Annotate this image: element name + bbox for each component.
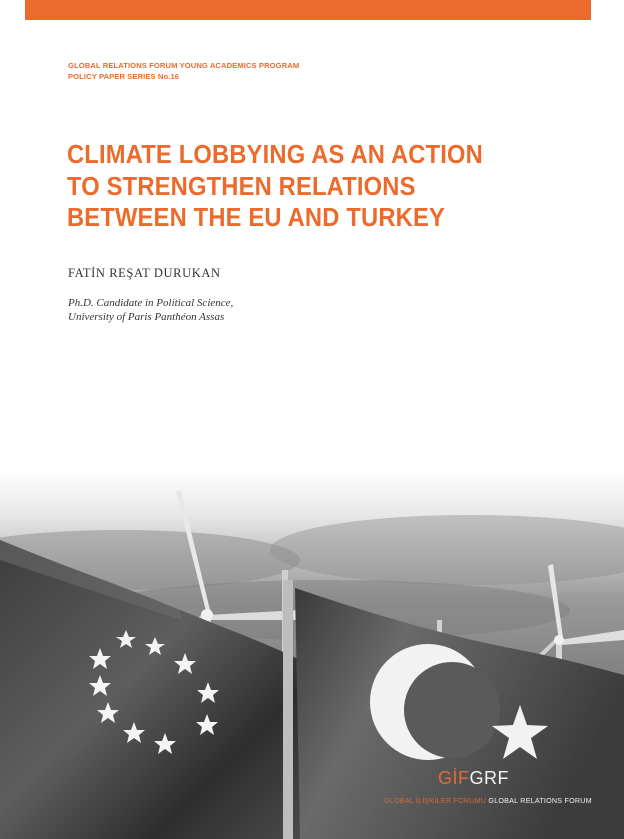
logo-names [384,796,592,805]
title-line-2: TO STRENGTHEN RELATIONS [67,172,416,201]
logo-mark-grf: GRF [469,768,509,788]
logo-mark-gif: GİF [438,768,470,788]
paper-title [67,140,532,235]
logo-name-en: GLOBAL RELATIONS FORUM [488,796,592,805]
title-line-1: CLIMATE LOBBYING AS AN ACTION [67,141,484,169]
author-affiliation [68,297,233,324]
series-line-1: GLOBAL RELATIONS FORUM YOUNG ACADEMICS PROGRAM [68,61,300,70]
affiliation-line-2: University of Paris Panthéon Assas [68,310,225,323]
affiliation-line-1: Ph.D. Candidate in Political Science, [68,297,234,309]
series-header [68,60,488,82]
series-line-2: POLICY PAPER SERIES No.16 [68,72,180,81]
gif-grf-logo [438,768,509,789]
title-line-3: BETWEEN THE EU AND TURKEY [67,204,445,232]
logo-name-tr: GLOBAL İLİŞKİLER FORUMU [384,796,487,805]
cover-photo [0,470,624,839]
author-name: FATİN REŞAT DURUKAN [68,266,221,280]
top-accent-bar [25,0,591,20]
